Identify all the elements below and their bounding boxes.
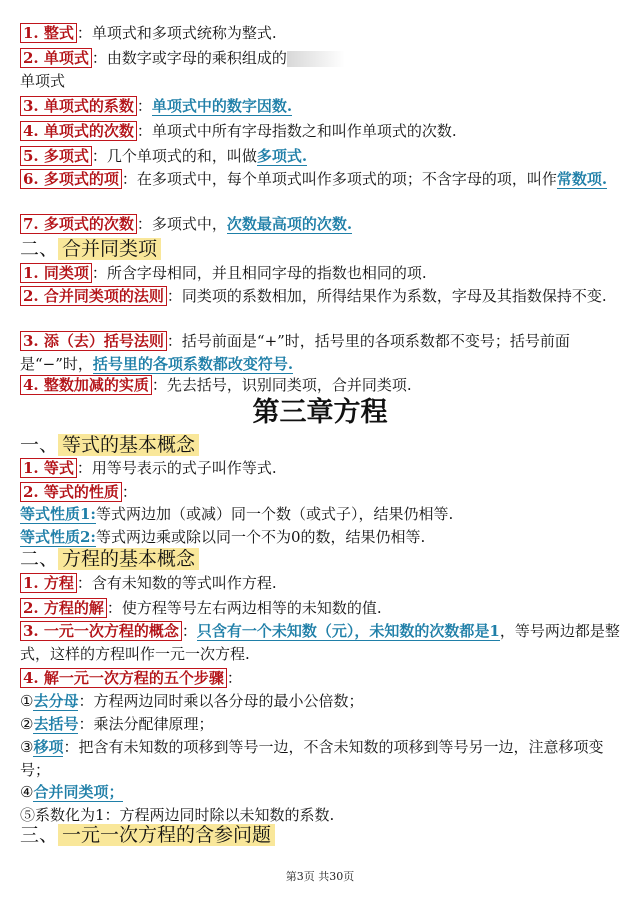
- def-text: 所含字母相同，并且相同字母的指数也相同的项.: [106, 264, 427, 282]
- key-phrase: 移项: [33, 738, 64, 756]
- def-text: 系数化为1：方程两边同时除以未知数的系数.: [35, 806, 335, 824]
- step-number: ②: [20, 715, 34, 733]
- def-dengshi: 1. 等式 ：用等号表示的式子叫作等式.: [20, 457, 626, 479]
- key-phrase: 去分母: [33, 692, 79, 710]
- def-danxiangshi-xishu: 3. 单项式的系数 ：单项式中的数字因数.: [20, 95, 626, 117]
- term-label: 6. 多项式的项: [20, 169, 122, 189]
- term-label: 1. 方程: [20, 573, 77, 593]
- step-3: [20, 736, 626, 782]
- def-text: 同类项的系数相加，所得结果作为系数，字母及其指数保持不变.: [181, 287, 607, 305]
- def-text: 单项式: [20, 72, 66, 90]
- term-label: 2. 方程的解: [20, 598, 107, 618]
- def-jiajian-shizhi: 4. 整数加减的实质 ：先去括号，识别同类项，合并同类项.: [20, 374, 626, 396]
- step-4: [20, 781, 626, 803]
- section-title: 等式的基本概念: [58, 434, 199, 456]
- term-label: 7. 多项式的次数: [20, 214, 137, 234]
- section-title: 方程的基本概念: [58, 548, 199, 570]
- term-label: 3. 一元一次方程的概念: [20, 621, 182, 641]
- property-1: [20, 503, 626, 525]
- term-label: 1. 同类项: [20, 263, 92, 283]
- section-title: 合并同类项: [58, 238, 161, 260]
- page-footer: 第3页 共30页: [285, 870, 355, 883]
- def-text: 含有未知数的等式叫作方程.: [91, 574, 277, 592]
- key-phrase: 只含有一个未知数（元），未知数的次数都是1: [196, 622, 500, 640]
- def-text: ，等号两边都是整式，这样的方程叫作一元一次方程.: [20, 622, 620, 663]
- term-label: 2. 合并同类项的法则: [20, 286, 167, 306]
- step-number: ⑤: [20, 806, 36, 824]
- def-yiyuan-yici: 3. 一元一次方程的概念 ：只含有一个未知数（元），未知数的次数都是1，等号两边都是整式，这样的方程叫作一元一次方程.: [20, 622, 620, 663]
- def-fangcheng: 1. 方程 ：含有未知数的等式叫作方程.: [20, 572, 626, 594]
- def-tongleixiang: 1. 同类项 ：所含字母相同，并且相同字母的指数也相同的项.: [20, 262, 626, 284]
- def-text: 使方程等号左右两边相等的未知数的值.: [121, 599, 382, 617]
- def-text: 单项式中所有字母指数之和叫作单项式的次数.: [151, 122, 457, 140]
- term-label: 4. 整数加减的实质: [20, 375, 152, 395]
- def-hebing-fa: 2. 合并同类项的法则 ：同类项的系数相加，所得结果作为系数，字母及其指数保持不变.: [20, 285, 626, 308]
- term-label: 4. 解一元一次方程的五个步骤: [20, 668, 227, 688]
- def-text: 几个单项式的和，叫做: [106, 147, 257, 165]
- def-text: ：乘法分配律原理；: [78, 715, 214, 733]
- def-text: 用等号表示的式子叫作等式.: [91, 459, 277, 477]
- def-text: 由数字或字母的乘积组成的: [106, 49, 287, 67]
- key-phrase: 单项式中的数字因数.: [151, 97, 293, 115]
- def-text: 在多项式中，每个单项式叫作多项式的项；不含字母的项，叫作: [136, 170, 557, 188]
- term-label: 1. 等式: [20, 458, 77, 478]
- def-duoxiangshi: 5. 多项式 ：几个单项式的和，叫做多项式.: [20, 145, 626, 167]
- step-number: ①: [20, 692, 34, 710]
- def-duoxiangshi-cishu: 7. 多项式的次数 ：多项式中，次数最高项的次数.: [20, 213, 626, 235]
- term-label: 2. 等式的性质: [20, 482, 122, 502]
- def-text: 先去括号，识别同类项，合并同类项.: [166, 376, 412, 394]
- def-danxiangshi-cont: [20, 70, 626, 92]
- term-label: 1. 整式: [20, 23, 77, 43]
- def-danxiangshi: 2. 单项式 ：由数字或字母的乘积组成的: [20, 47, 626, 69]
- section-title: 一元一次方程的含参问题: [58, 824, 275, 846]
- def-text: 等式两边乘或除以同一个不为0的数，结果仍相等.: [95, 528, 426, 546]
- term-label: 5. 多项式: [20, 146, 92, 166]
- term-label: 4. 单项式的次数: [20, 121, 137, 141]
- def-kuohao-fa: 3. 添（去）括号法则 ：括号前面是“+”时，括号里的各项系数都不变号；括号前面是“−”时，括号里的各项系数都改变符号.: [20, 332, 570, 373]
- def-text: 单项式和多项式统称为整式.: [91, 24, 277, 42]
- term-label: 3. 添（去）括号法则: [20, 331, 167, 351]
- key-phrase: 等式性质1:: [20, 505, 96, 523]
- def-fangcheng-jie: 2. 方程的解 ：使方程等号左右两边相等的未知数的值.: [20, 597, 626, 619]
- step-2: [20, 713, 626, 735]
- def-zhengshi: 1. 整式 ：单项式和多项式统称为整式.: [20, 22, 626, 44]
- def-wuge-buzhou: 4. 解一元一次方程的五个步骤 ：: [20, 667, 626, 689]
- section-heading-fangcheng: 二、 方程的基本概念: [20, 546, 199, 572]
- def-text: 多项式中，: [151, 215, 227, 233]
- key-phrase: 括号里的各项系数都改变符号.: [92, 355, 294, 373]
- chapter-title: 第三章方程: [252, 397, 388, 428]
- property-2: [20, 526, 626, 548]
- redaction-fade: [287, 51, 345, 67]
- key-phrase: 等式性质2:: [20, 528, 96, 546]
- step-number: ③: [20, 738, 34, 756]
- step-1: [20, 690, 626, 712]
- term-label: 2. 单项式: [20, 48, 92, 68]
- def-text: 等式两边加（或减）同一个数（或式子），结果仍相等.: [95, 505, 454, 523]
- def-duoxiangshi-xiang: 6. 多项式的项 ：在多项式中，每个单项式叫作多项式的项；不含字母的项，叫作常数项.: [20, 168, 626, 191]
- key-phrase: 次数最高项的次数.: [226, 215, 353, 233]
- section-heading-dengshi: 一、 等式的基本概念: [20, 432, 199, 458]
- step-number: ④: [20, 783, 34, 801]
- section-heading-hancan: 三、 一元一次方程的含参问题: [20, 822, 275, 848]
- key-phrase: 多项式.: [256, 147, 308, 165]
- def-text: ：方程两边同时乘以各分母的最小公倍数；: [78, 692, 364, 710]
- section-heading-hebing: 二、 合并同类项: [20, 236, 161, 262]
- def-text: 括号前面是“+”时，括号里的各项系数都不变号；括号前面是“−”时，: [20, 332, 570, 373]
- def-danxiangshi-cishu: 4. 单项式的次数 ：单项式中所有字母指数之和叫作单项式的次数.: [20, 120, 626, 142]
- key-phrase: 合并同类项；: [33, 783, 124, 801]
- key-phrase: 去括号: [33, 715, 79, 733]
- def-text: ：把含有未知数的项移到等号一边，不含未知数的项移到等号另一边，注意移项变号；: [20, 738, 604, 779]
- key-phrase: 常数项.: [556, 170, 608, 188]
- def-dengshi-xingzhi: 2. 等式的性质 ：: [20, 481, 626, 503]
- term-label: 3. 单项式的系数: [20, 96, 137, 116]
